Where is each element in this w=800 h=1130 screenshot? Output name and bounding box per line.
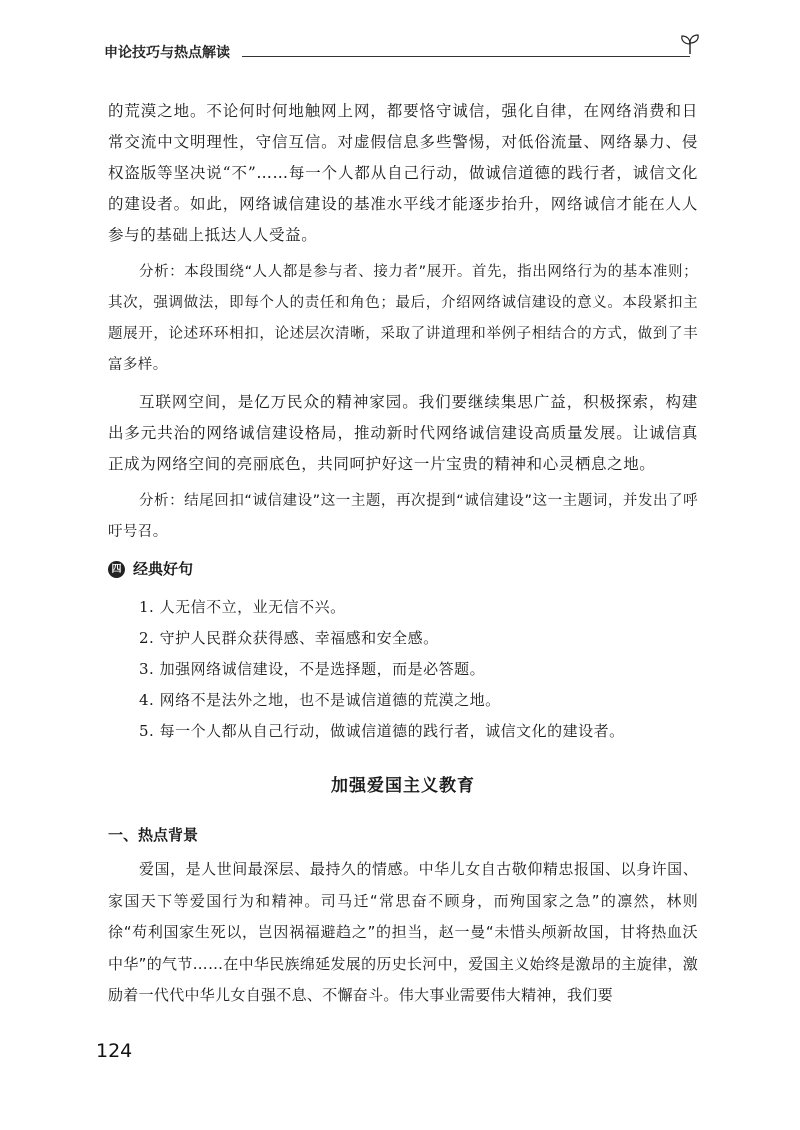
list-item: 5. 每一个人都从自己行动，做诚信道德的践行者，诚信文化的建设者。	[139, 722, 625, 740]
list-item: 2. 守护人民群众获得感、幸福感和安全感。	[139, 629, 439, 647]
page-number: 124	[96, 1040, 133, 1062]
header-rule	[242, 56, 690, 57]
analysis-2: 分析：结尾回扣“诚信建设”这一主题，再次提到“诚信建设”这一主题词，并发出了呼吁号召。	[108, 493, 698, 540]
sub-heading: 一、热点背景	[108, 826, 199, 844]
list-item: 4. 网络不是法外之地，也不是诚信道德的荒漠之地。	[139, 691, 501, 709]
paragraph-1: 的荒漠之地。不论何时何地触网上网，都要恪守诚信，强化自律，在网络消费和日常交流中文明理性，守信互信。对虚假信息多些警惕，对低俗流量、网络暴力、侵权盗版等坚决说“不”……每一个人都从自己行动，做诚信道德的践行者，诚信文化的建设者。如此，网络诚信建设的基准水平线才能逐步抬升，网络诚信才能在人人参与的基础上抵达人人受益。	[108, 102, 698, 244]
list-item: 1. 人无信不立，业无信不兴。	[139, 598, 346, 616]
header-title: 申论技巧与热点解读	[104, 45, 230, 61]
section-body: 爱国，是人世间最深层、最持久的情感。中华儿女自古敬仰精忠报国、以身许国、家国天下等爱国行为和精神。司马迁“常思奋不顾身，而殉国家之急”的凛然，林则徐“苟利国家生死以，岂因祸福避趋之”的担当，赵一曼“未惜头颅新故国，甘将热血沃中华”的气节……在中华民族绵延发展的历史长河中，爱国主义始终是激昂的主旋律，激励着一代代中华儿女自强不息、不懈奋斗。伟大事业需要伟大精神，我们要	[108, 860, 698, 1004]
classic-quotes-title: 经典好句	[133, 560, 194, 578]
classic-quotes-list	[108, 592, 698, 747]
page-content	[108, 96, 698, 1018]
sprout-icon	[678, 32, 702, 56]
running-header	[104, 36, 704, 66]
paragraph-2: 互联网空间，是亿万民众的精神家园。我们要继续集思广益，积极探索，构建出多元共治的网络诚信建设格局，推动新时代网络诚信建设高质量发展。让诚信真正成为网络空间的亮丽底色，共同呵护好这一片宝贵的精神和心灵栖息之地。	[108, 393, 698, 473]
classic-quotes-heading	[108, 554, 698, 584]
section-badge: 四	[108, 561, 125, 578]
section-title: 加强爱国主义教育	[331, 776, 475, 796]
list-item: 3. 加强网络诚信建设，不是选择题，而是必答题。	[139, 660, 486, 678]
analysis-1: 分析：本段围绕“人人都是参与者、接力者”展开。首先，指出网络行为的基本准则；其次，强调做法，即每个人的责任和角色；最后，介绍网络诚信建设的意义。本段紧扣主题展开，论述环环相扣，论述层次清晰，采取了讲道理和举例子相结合的方式，做到了丰富多样。	[108, 264, 698, 373]
